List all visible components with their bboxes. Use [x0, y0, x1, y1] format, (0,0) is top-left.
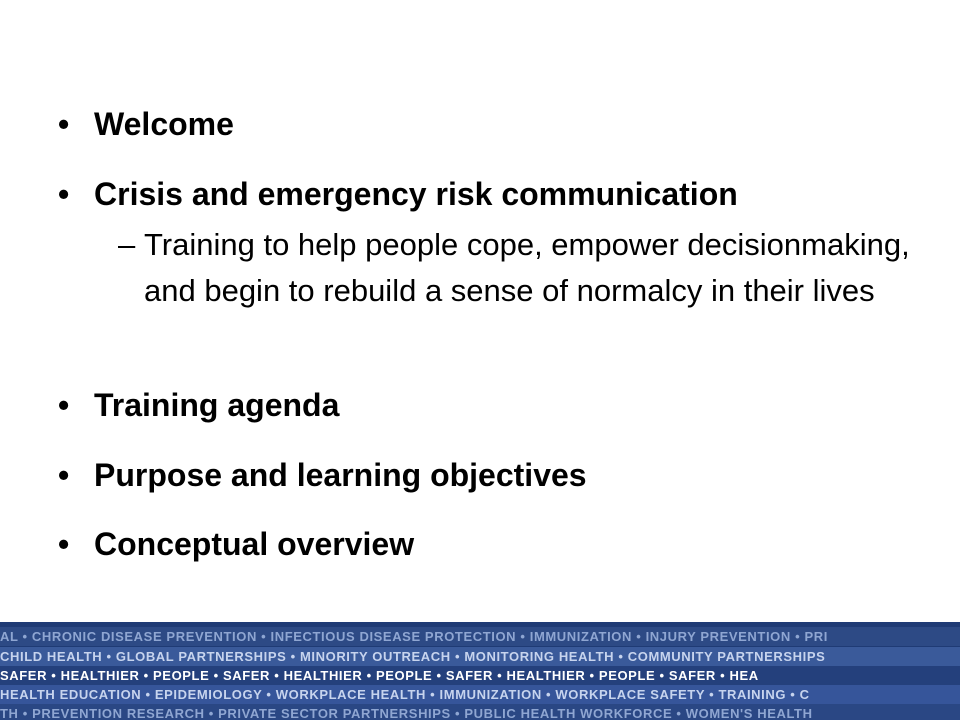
- bullet-marker: •: [58, 387, 70, 423]
- footer-banner: [0, 622, 960, 720]
- banner-row: HEALTH EDUCATION • EPIDEMIOLOGY • WORKPLACE HEALTH • IMMUNIZATION • WORKPLACE SAFETY • TRAINING • C: [0, 685, 960, 704]
- banner-row: TH • PREVENTION RESEARCH • PRIVATE SECTOR PARTNERSHIPS • PUBLIC HEALTH WORKFORCE • WOMEN'S HEALTH: [0, 704, 960, 720]
- sub-bullet-text: Training to help people cope, empower decisionmaking, and begin to rebuild a sense of normalcy in their lives: [144, 227, 910, 308]
- banner-row: SAFER • HEALTHIER • PEOPLE • SAFER • HEALTHIER • PEOPLE • SAFER • HEALTHIER • PEOPLE • SAFER • HEA: [0, 666, 960, 685]
- bullet-marker: •: [58, 457, 70, 493]
- bullet-label: Welcome: [94, 106, 234, 142]
- bullet-label: Conceptual overview: [94, 526, 415, 562]
- bullet-label: Training agenda: [94, 387, 340, 423]
- banner-row: AL • CHRONIC DISEASE PREVENTION • INFECTIOUS DISEASE PROTECTION • IMMUNIZATION • INJURY PREVENTION • PRI: [0, 627, 960, 646]
- sub-bullet-marker: –: [118, 227, 136, 262]
- banner-row: CHILD HEALTH • GLOBAL PARTNERSHIPS • MINORITY OUTREACH • MONITORING HEALTH • COMMUNITY PARTNERSHIPS: [0, 647, 960, 666]
- bullet-marker: •: [58, 526, 70, 562]
- bullet-marker: •: [58, 176, 70, 212]
- bullet-label: Crisis and emergency risk communication: [94, 176, 738, 212]
- bullet-marker: •: [58, 106, 70, 142]
- bullet-label: Purpose and learning objectives: [94, 457, 587, 493]
